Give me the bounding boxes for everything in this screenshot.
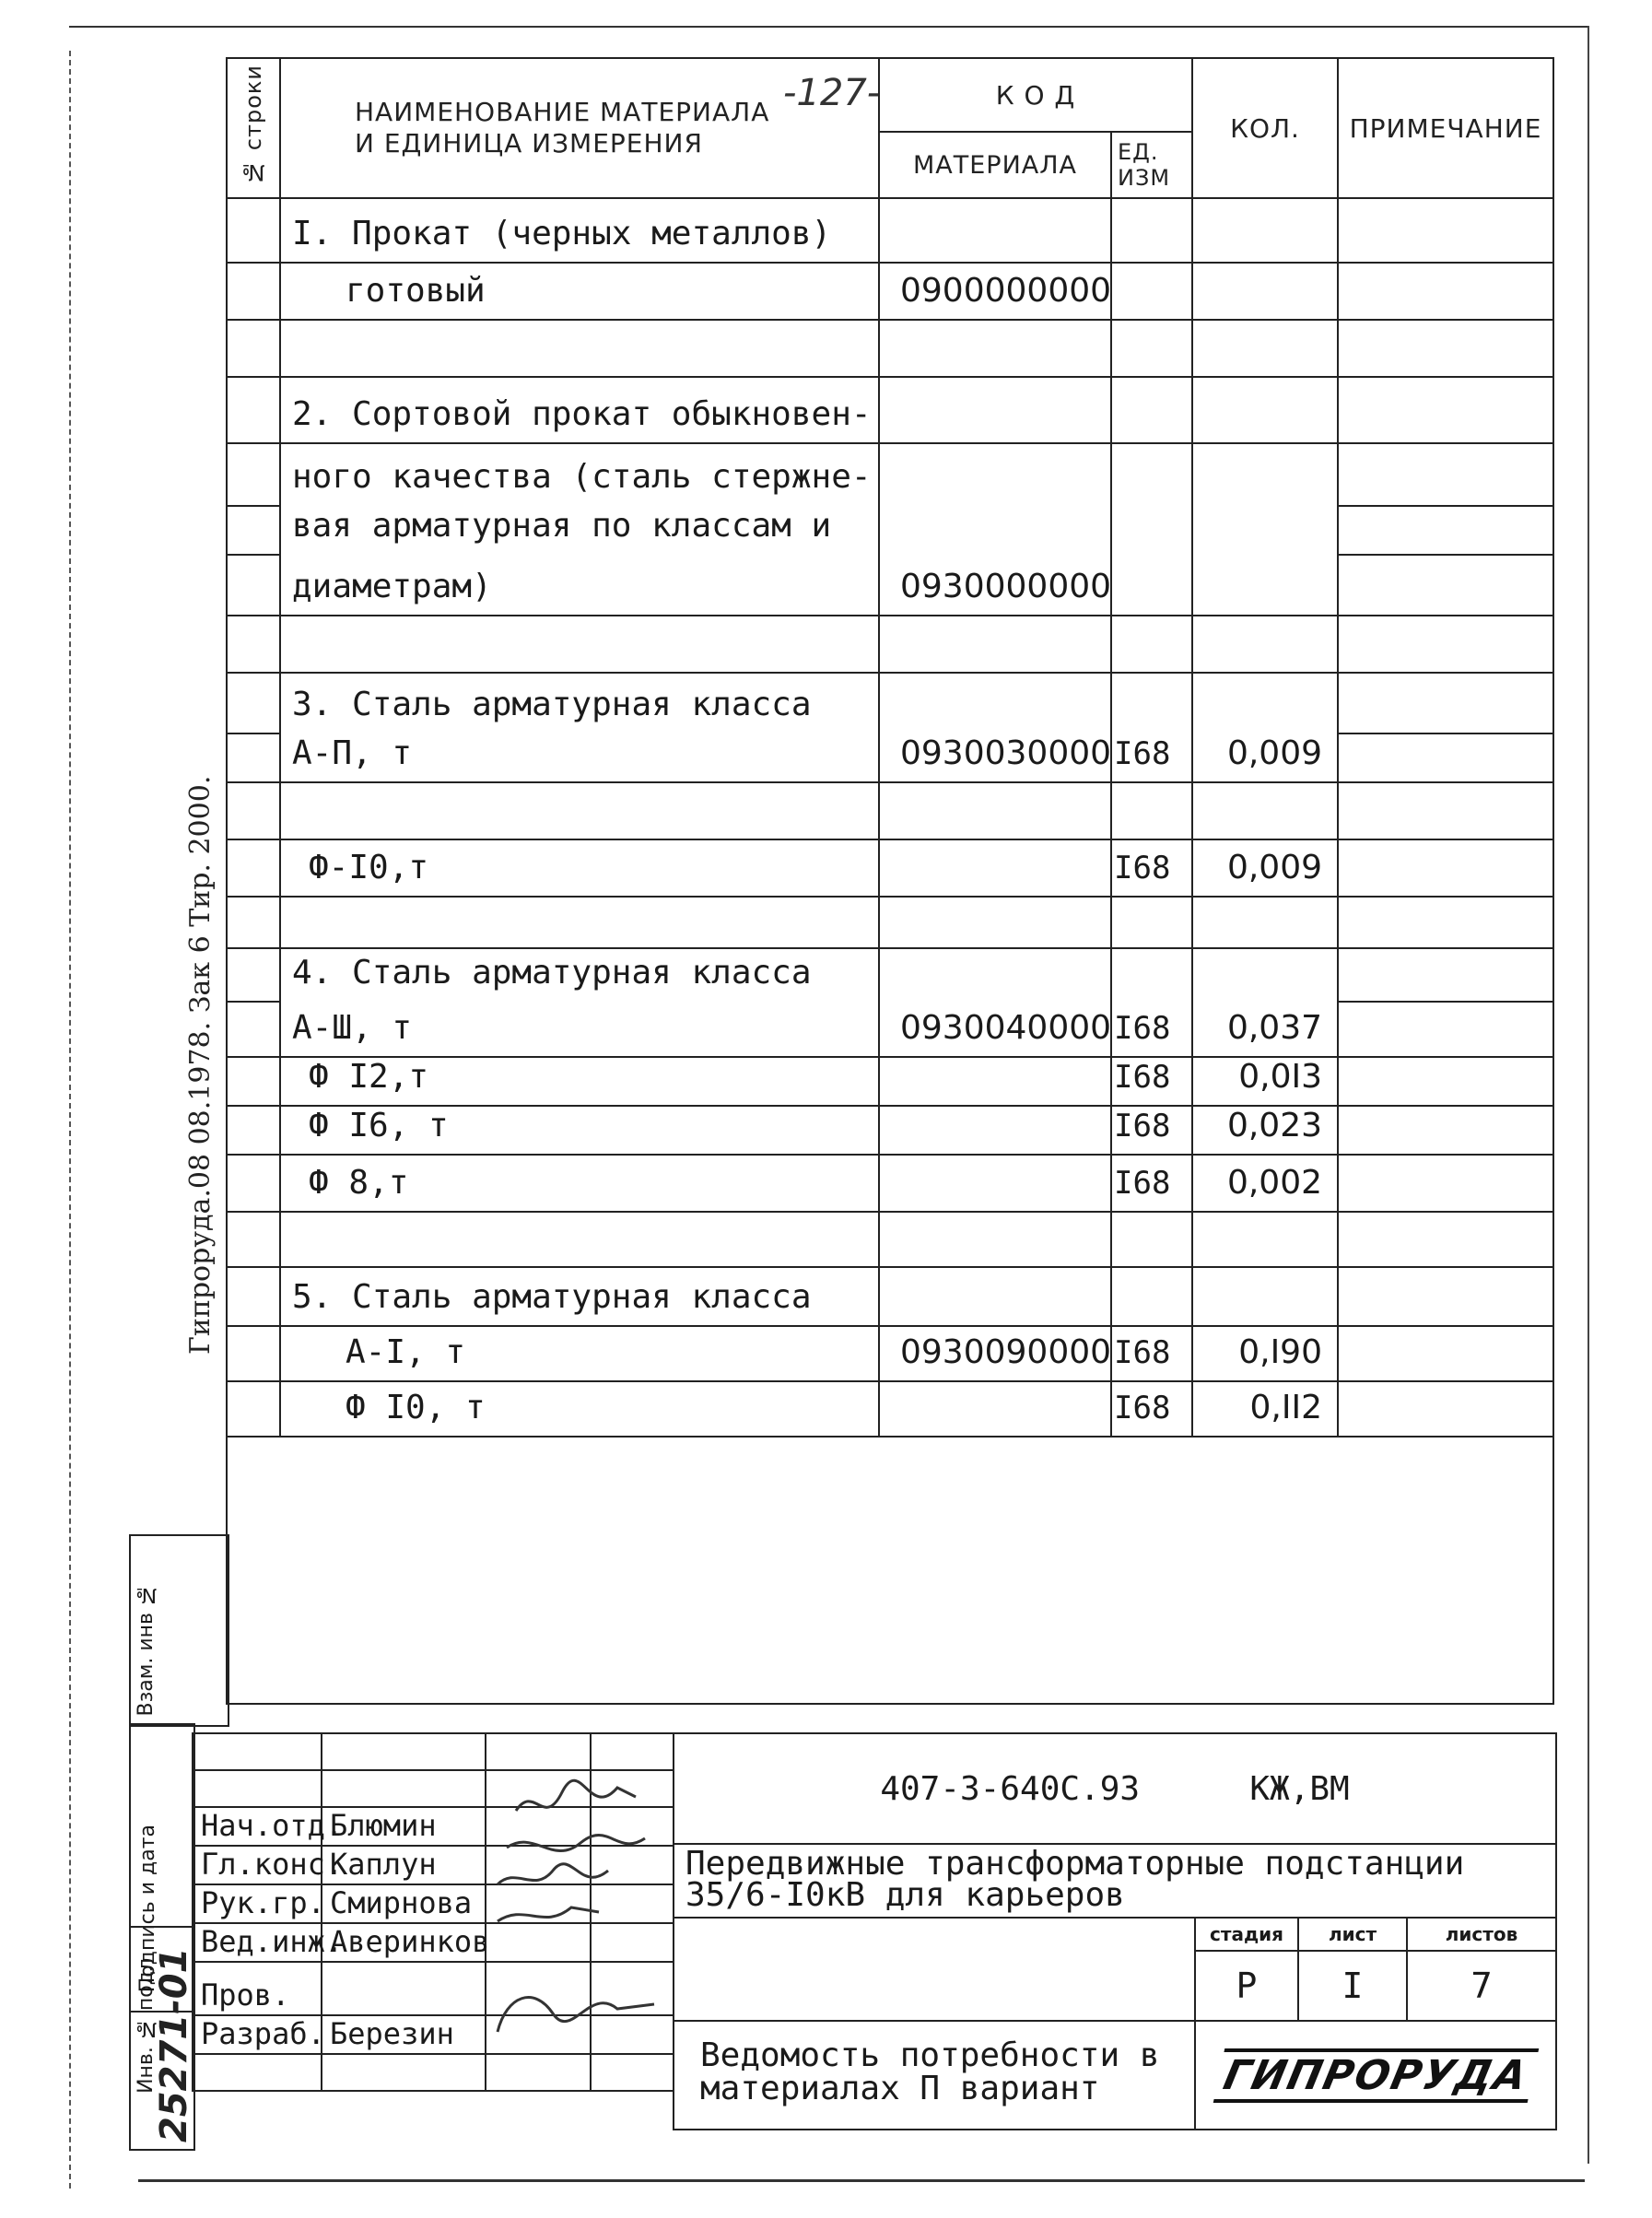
sheets-label: листов [1407, 1918, 1556, 1951]
quantity-cell [1192, 616, 1338, 673]
table-row [227, 948, 1553, 1002]
material-code-cell: 0930030000 [879, 733, 1111, 782]
material-code-cell [879, 616, 1111, 673]
table-row [227, 555, 1553, 616]
material-name-cell: Ф I6, т [280, 1106, 879, 1155]
company-logo [1195, 2021, 1556, 2130]
quantity-cell: 0,009 [1192, 733, 1338, 782]
note-cell [1338, 948, 1553, 1002]
row-number-cell [227, 1212, 280, 1267]
material-code-cell: 0930040000 [879, 1002, 1111, 1057]
signature-averinkov [498, 1907, 599, 1921]
note-cell [1338, 1267, 1553, 1326]
table-row [227, 1106, 1553, 1155]
signature-date-label: Подпись и дата [136, 1824, 159, 1992]
print-stamp: Гипроруда.08 08.1978. Зак 6 Тир. 2000. [184, 775, 217, 1355]
note-header: ПРИМЕЧАНИЕ [1338, 58, 1553, 198]
quantity-cell [1192, 555, 1338, 616]
table-row [227, 1212, 1553, 1267]
unit-cell [1111, 616, 1192, 673]
material-name-cell: готовый [280, 263, 879, 320]
note-cell [1338, 897, 1553, 948]
stage-label: стадия [1195, 1918, 1298, 1951]
blank-cell [674, 1918, 1195, 2021]
note-cell [1338, 506, 1553, 555]
unit-cell [1111, 782, 1192, 839]
unit-cell: I68 [1111, 839, 1192, 897]
material-name-cell [280, 782, 879, 839]
quantity-cell [1192, 673, 1338, 733]
material-code-cell [879, 198, 1111, 263]
quantity-header: КОЛ. [1192, 58, 1338, 198]
frame-top-border [69, 26, 1589, 28]
signature-bliumin [516, 1780, 636, 1811]
material-code-cell: 0900000000 [879, 263, 1111, 320]
material-code-cell: 0930000000 [879, 555, 1111, 616]
table-row [227, 506, 1553, 555]
note-cell [1338, 1155, 1553, 1212]
quantity-cell [1192, 377, 1338, 443]
row-number-cell [227, 1267, 280, 1326]
unit-cell [1111, 948, 1192, 1002]
note-cell [1338, 1106, 1553, 1155]
note-cell [1338, 443, 1553, 506]
quantity-cell: 0,023 [1192, 1106, 1338, 1155]
note-cell [1338, 673, 1553, 733]
staff-name: Березин [322, 2015, 486, 2054]
material-name-cell: диаметрам) [280, 555, 879, 616]
table-row [227, 897, 1553, 948]
note-cell [1338, 377, 1553, 443]
material-code-cell [879, 506, 1111, 555]
material-code-cell [879, 1267, 1111, 1326]
unit-cell [1111, 673, 1192, 733]
document-code-cell [674, 1733, 1556, 1844]
frame-bottom-border [138, 2179, 1585, 2182]
material-name-cell [280, 320, 879, 377]
quantity-cell [1192, 897, 1338, 948]
title-block [673, 1732, 1557, 2130]
note-cell [1338, 1381, 1553, 1437]
material-code-cell [879, 782, 1111, 839]
row-number-cell [227, 948, 280, 1002]
quantity-cell [1192, 506, 1338, 555]
material-code-cell [879, 443, 1111, 506]
material-name-cell: А-Ш, т [280, 1002, 879, 1057]
material-name-cell: вая арматурная по классам и [280, 506, 879, 555]
note-cell [1338, 198, 1553, 263]
note-cell [1338, 1212, 1553, 1267]
quantity-cell [1192, 263, 1338, 320]
row-number-cell [227, 782, 280, 839]
note-cell [1338, 263, 1553, 320]
row-number-cell [227, 1155, 280, 1212]
table-row [227, 1326, 1553, 1381]
material-name-cell: А-П, т [280, 733, 879, 782]
sheet-label: лист [1298, 1918, 1407, 1951]
row-number-cell [227, 1057, 280, 1106]
unit-cell [1111, 198, 1192, 263]
material-code-cell [879, 1106, 1111, 1155]
row-number-cell [227, 506, 280, 555]
table-row [227, 733, 1553, 782]
unit-cell [1111, 506, 1192, 555]
table-row [227, 616, 1553, 673]
unit-cell [1111, 377, 1192, 443]
row-number-cell [227, 733, 280, 782]
signatures-svg [479, 1755, 663, 2060]
substitute-inventory-box [129, 1534, 229, 1727]
unit-cell [1111, 1212, 1192, 1267]
material-code-cell: 0930090000 [879, 1326, 1111, 1381]
material-name-header: НАИМЕНОВАНИЕ МАТЕРИАЛА И ЕДИНИЦА ИЗМЕРЕНИЯ [280, 58, 879, 198]
table-row [227, 1155, 1553, 1212]
note-cell [1338, 616, 1553, 673]
sheet-title: Ведомость потребности в материалах П вариант [674, 2021, 1195, 2130]
inventory-number: 25271-01 [153, 1947, 195, 2142]
stage-value: Р [1195, 1951, 1298, 2021]
row-number-cell [227, 320, 280, 377]
material-code-cell [879, 948, 1111, 1002]
staff-name: Каплун [322, 1846, 486, 1884]
note-cell [1338, 1057, 1553, 1106]
row-number-cell [227, 673, 280, 733]
table-row [227, 1381, 1553, 1437]
quantity-cell: 0,II2 [1192, 1381, 1338, 1437]
note-cell [1338, 1002, 1553, 1057]
unit-cell: I68 [1111, 1057, 1192, 1106]
staff-name: Аверинков [322, 1923, 486, 1962]
material-code-cell [879, 839, 1111, 897]
material-name-cell: ного качества (сталь стержне- [280, 443, 879, 506]
staff-role: Гл.конс. [193, 1846, 322, 1884]
material-name-cell [280, 897, 879, 948]
table-row [227, 839, 1553, 897]
staff-role: Вед.инж. [193, 1923, 322, 1962]
material-name-cell: Ф 8,т [280, 1155, 879, 1212]
signature-berezin [498, 1998, 654, 2032]
table-row [227, 1002, 1553, 1057]
material-name-cell: А-I, т [280, 1326, 879, 1381]
table-row [227, 1267, 1553, 1326]
quantity-cell [1192, 198, 1338, 263]
row-number-cell [227, 616, 280, 673]
note-cell [1338, 839, 1553, 897]
unit-cell [1111, 555, 1192, 616]
material-name-cell: I. Прокат (черных металлов) [280, 198, 879, 263]
row-number-cell [227, 897, 280, 948]
staff-role: Нач.отд. [193, 1807, 322, 1846]
staff-row [193, 2054, 674, 2091]
staff-empty-cell [193, 2054, 322, 2091]
quantity-cell [1192, 320, 1338, 377]
quantity-cell: 0,002 [1192, 1155, 1338, 1212]
material-name-cell: 5. Сталь арматурная класса [280, 1267, 879, 1326]
material-name-cell: Ф I0, т [280, 1381, 879, 1437]
material-name-cell [280, 1212, 879, 1267]
material-name-cell [280, 616, 879, 673]
staff-empty-cell [591, 2054, 674, 2091]
unit-cell: I68 [1111, 1326, 1192, 1381]
row-number-cell [227, 377, 280, 443]
material-name-cell: Ф-I0,т [280, 839, 879, 897]
row-number-cell [227, 443, 280, 506]
note-cell [1338, 733, 1553, 782]
unit-cell [1111, 897, 1192, 948]
page-number: -127- [783, 72, 881, 114]
unit-cell [1111, 320, 1192, 377]
empty-area [227, 1437, 1553, 1704]
material-name-cell: 2. Сортовой прокат обыкновен- [280, 377, 879, 443]
quantity-cell [1192, 443, 1338, 506]
signature-smirnova [498, 1864, 608, 1884]
quantity-cell [1192, 1212, 1338, 1267]
note-cell [1338, 320, 1553, 377]
note-cell [1338, 555, 1553, 616]
material-code-cell [879, 673, 1111, 733]
staff-role: Рук.гр. [193, 1884, 322, 1923]
material-name-cell: Ф I2,т [280, 1057, 879, 1106]
table-row [227, 782, 1553, 839]
note-cell [1338, 782, 1553, 839]
unit-cell [1111, 1267, 1192, 1326]
row-number-cell [227, 839, 280, 897]
unit-cell [1111, 443, 1192, 506]
unit-header: ЕД. ИЗМ [1111, 132, 1192, 198]
quantity-cell [1192, 1267, 1338, 1326]
material-name-cell: 4. Сталь арматурная класса [280, 948, 879, 1002]
frame-left-border [69, 51, 71, 2189]
material-code-cell [879, 377, 1111, 443]
unit-cell: I68 [1111, 1155, 1192, 1212]
staff-name: Смирнова [322, 1884, 486, 1923]
company-logo-text: ГИПРОРУДА [1213, 2048, 1538, 2103]
row-number-cell [227, 1002, 280, 1057]
row-number-cell [227, 198, 280, 263]
code-header: К О Д [879, 58, 1192, 132]
table-row [227, 198, 1553, 263]
table-row [227, 443, 1553, 506]
table-row [227, 673, 1553, 733]
material-code-cell [879, 1381, 1111, 1437]
staff-empty-cell [322, 2054, 486, 2091]
unit-cell: I68 [1111, 1106, 1192, 1155]
project-title: Передвижные трансформаторные подстанции 35/6-I0кВ для карьеров [674, 1844, 1556, 1918]
sheet-value: I [1298, 1951, 1407, 2021]
materials-table-body [227, 198, 1553, 1437]
material-name-cell: 3. Сталь арматурная класса [280, 673, 879, 733]
row-number-cell [227, 555, 280, 616]
row-number-header: № строки [227, 58, 280, 198]
unit-cell: I68 [1111, 1002, 1192, 1057]
row-number-cell [227, 1381, 280, 1437]
frame-right-border [1588, 26, 1589, 2164]
unit-cell: I68 [1111, 733, 1192, 782]
unit-cell [1111, 263, 1192, 320]
unit-cell: I68 [1111, 1381, 1192, 1437]
staff-role: Разраб. [193, 2015, 322, 2054]
document-code: 407-3-640С.93 [880, 1769, 1141, 1808]
material-code-cell [879, 1155, 1111, 1212]
row-number-cell [227, 1326, 280, 1381]
quantity-cell [1192, 782, 1338, 839]
note-cell [1338, 1326, 1553, 1381]
row-number-cell [227, 1106, 280, 1155]
row-number-cell [227, 263, 280, 320]
quantity-cell: 0,I90 [1192, 1326, 1338, 1381]
staff-role: Пров. [193, 1962, 322, 2015]
material-code-header: МАТЕРИАЛА [879, 132, 1111, 198]
material-code-cell [879, 1212, 1111, 1267]
sheets-value: 7 [1407, 1951, 1556, 2021]
substitute-inventory-label: Взам. инв № [135, 1582, 158, 1716]
table-row [227, 263, 1553, 320]
material-code-cell [879, 320, 1111, 377]
quantity-cell [1192, 948, 1338, 1002]
material-code-cell [879, 897, 1111, 948]
signature-kaplun [507, 1835, 645, 1850]
materials-table [226, 57, 1554, 1705]
quantity-cell: 0,037 [1192, 1002, 1338, 1057]
material-code-cell [879, 1057, 1111, 1106]
document-mark: КЖ,ВМ [1249, 1769, 1350, 1808]
quantity-cell: 0,009 [1192, 839, 1338, 897]
table-row [227, 377, 1553, 443]
staff-name [322, 1962, 486, 2015]
table-row [227, 320, 1553, 377]
table-row [227, 1057, 1553, 1106]
staff-name: Блюмин [322, 1807, 486, 1846]
quantity-cell: 0,0I3 [1192, 1057, 1338, 1106]
staff-empty-cell [486, 2054, 591, 2091]
original-inventory-label: Инв. № подл [135, 1958, 158, 2094]
